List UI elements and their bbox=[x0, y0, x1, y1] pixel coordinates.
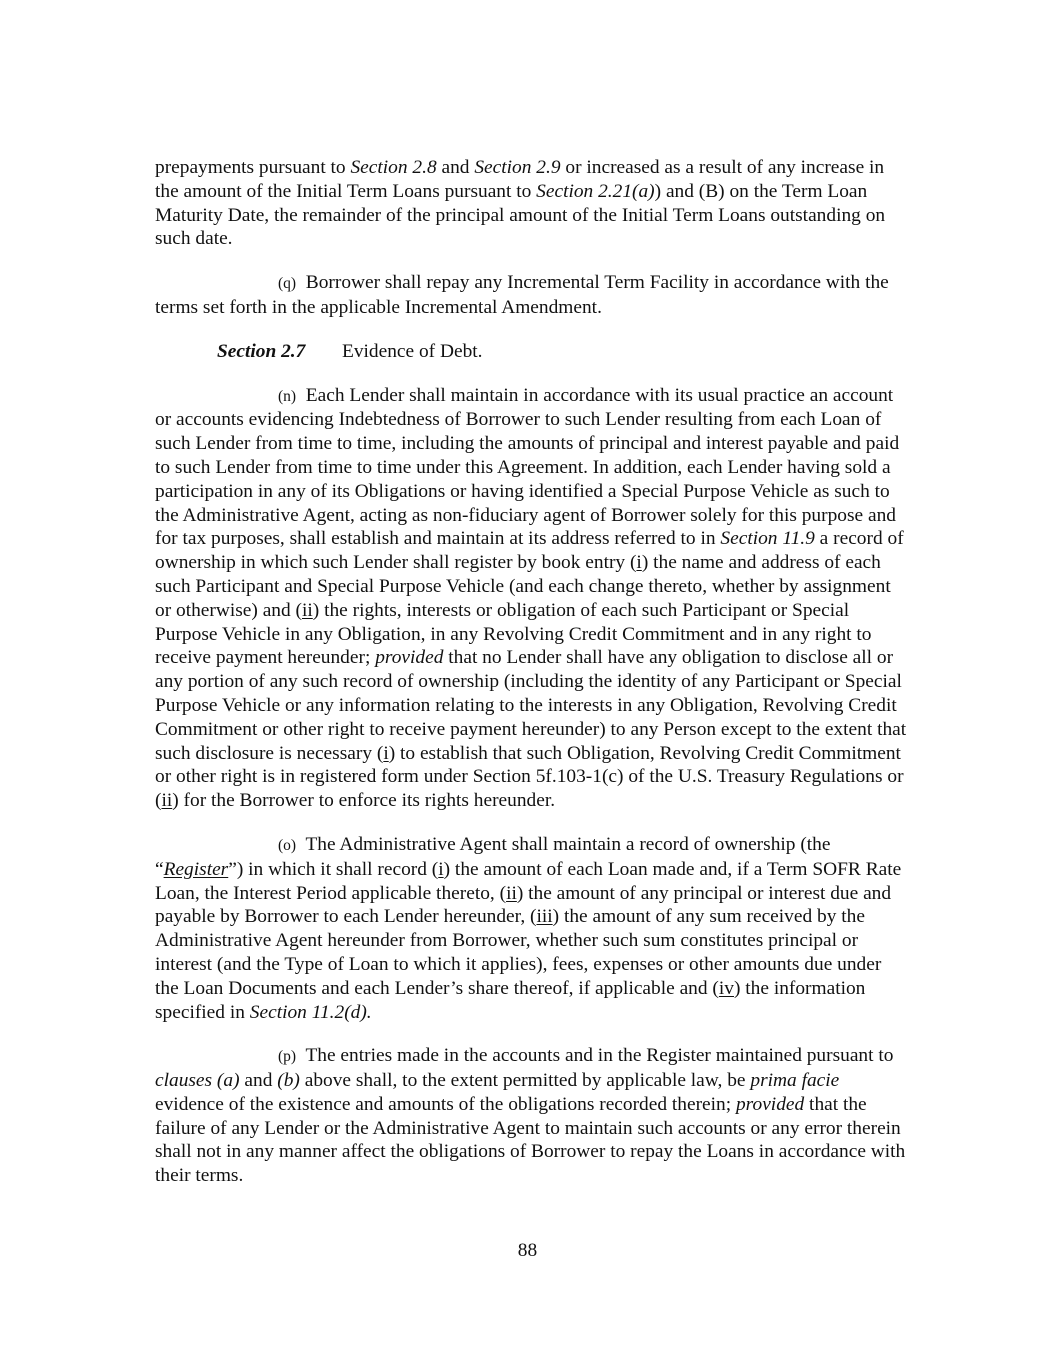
paragraph-q bbox=[155, 271, 907, 320]
enumerator: ii bbox=[161, 790, 173, 812]
text-run: ) the rights, interests or obligation of each such Participant or Special Purpose Vehicle in any Obligation, in any Revolving Credit Commitment and in any right to receive payment hereunder; bbox=[155, 599, 872, 669]
text-run: Borrower shall repay any Incremental Term Facility in accordance with the terms set forth in the applicable Incremental Amendment. bbox=[155, 272, 889, 318]
text-run: ) the information specified in bbox=[155, 977, 866, 1023]
paragraph-o bbox=[155, 833, 907, 1024]
section-title: Evidence of Debt. bbox=[342, 340, 483, 362]
section-reference: Section 2.8 bbox=[350, 157, 437, 178]
clause-marker: (n) bbox=[278, 387, 297, 405]
proviso-term: provided bbox=[735, 1093, 805, 1115]
text-run: and bbox=[436, 157, 475, 178]
latin-term: prima facie bbox=[750, 1070, 840, 1092]
section-label: Section 2.7 bbox=[217, 340, 306, 362]
paragraph-continuation bbox=[155, 156, 907, 251]
text-run: ) the amount of any sum received by the Administrative Agent hereunder from Borrower, whether such sum constitutes principal or interest (and the Type of Loan to which it applies), fees, expenses or other amounts due under the Loan Documents and each Lender’s share thereof, if applicable and ( bbox=[155, 906, 882, 999]
text-run: evidence of the existence and amounts of the obligations recorded therein; bbox=[155, 1093, 736, 1115]
section-reference: Section 11.9 bbox=[720, 528, 815, 550]
text-run: ) the amount of any principal or interest due and payable by Borrower to each Lender hereunder, ( bbox=[155, 882, 892, 928]
text-run: ) for the Borrower to enforce its rights hereunder. bbox=[172, 790, 556, 812]
clause-marker: (p) bbox=[278, 1048, 297, 1066]
text-run: The entries made in the accounts and in the Register maintained pursuant to bbox=[305, 1045, 894, 1067]
enumerator: iii bbox=[536, 906, 553, 928]
text-run: ) to establish that such Obligation, Revolving Credit Commitment or other right is in registered form under Section 5f.103-1(c) of the U.S. Treasury Regulations or ( bbox=[155, 742, 904, 812]
page-number: 88 bbox=[517, 1240, 538, 1261]
text-run: a record of ownership in which such Lender shall register by book entry ( bbox=[155, 528, 904, 574]
document-body bbox=[155, 156, 907, 1188]
text-run: Each Lender shall maintain in accordance with its usual practice an account or accounts evidencing Indebtedness of Borrower to such Lender resulting from each Loan of such Lender from time to time, including the amounts of principal and interest payable and paid to such Lender from time to time under this Agreement. In addition, each Lender having sold a participation in any of its Obligations or having identified a Special Purpose Vehicle as such to the Administrative Agent, acting as non-fiduciary agent of Borrower solely for this purpose and for tax purposes, shall establish and maintain at its address referred to in bbox=[155, 384, 900, 550]
text-run: that the failure of any Lender or the Administrative Agent to maintain such accounts or any error therein shall not in any manner affect the obligations of Borrower to repay the Loans in accordance with their terms. bbox=[155, 1093, 906, 1187]
text-run: above shall, to the extent permitted by applicable law, be bbox=[299, 1070, 751, 1092]
enumerator: i bbox=[438, 858, 444, 880]
section-reference: Section 2.21(a) bbox=[536, 180, 655, 202]
enumerator: ii bbox=[506, 882, 517, 904]
paragraph-n bbox=[155, 384, 907, 813]
defined-term: Register bbox=[163, 858, 229, 880]
text-run: ) the name and address of each such Participant and Special Purpose Vehicle (and each change thereto, whether by assignment or otherwise) and ( bbox=[155, 552, 891, 621]
enumerator: ii bbox=[302, 599, 313, 621]
text-run: that no Lender shall have any obligation to disclose all or any portion of any such record of ownership (including the identity of any Participant or Special Purpose Vehicle or any information relating to the interests in any Obligation, Revolving Credit Commitment or other right to receive payment hereunder) to any Person except to the extent that such disclosure is necessary ( bbox=[155, 647, 907, 764]
text-run: ”) in which it shall record ( bbox=[228, 858, 439, 880]
clause-reference: clauses (a) bbox=[155, 1070, 240, 1092]
section-heading bbox=[155, 340, 907, 364]
text-run: and bbox=[239, 1070, 278, 1092]
proviso-term: provided bbox=[375, 647, 444, 669]
clause-reference: (b) bbox=[277, 1070, 300, 1092]
section-reference: Section 11.2(d). bbox=[249, 1001, 372, 1023]
text-run: The Administrative Agent shall maintain a record of ownership (the “ bbox=[155, 833, 831, 880]
clause-marker: (o) bbox=[278, 836, 297, 854]
clause-marker: (q) bbox=[278, 275, 297, 293]
enumerator: i bbox=[636, 552, 642, 574]
text-run: prepayments pursuant to bbox=[155, 157, 351, 178]
section-reference: Section 2.9 bbox=[474, 157, 561, 178]
text-run: ) and (B) on the Term Loan Maturity Date, the remainder of the principal amount of the Initial Term Loans outstanding on such date. bbox=[155, 180, 886, 250]
paragraph-p bbox=[155, 1044, 907, 1188]
enumerator: iv bbox=[718, 977, 734, 999]
text-run: or increased as a result of any increase in the amount of the Initial Term Loans pursuant to bbox=[155, 157, 885, 202]
enumerator: i bbox=[383, 742, 389, 764]
text-run: ) the amount of each Loan made and, if a Term SOFR Rate Loan, the Interest Period applicable thereto, ( bbox=[155, 858, 902, 904]
